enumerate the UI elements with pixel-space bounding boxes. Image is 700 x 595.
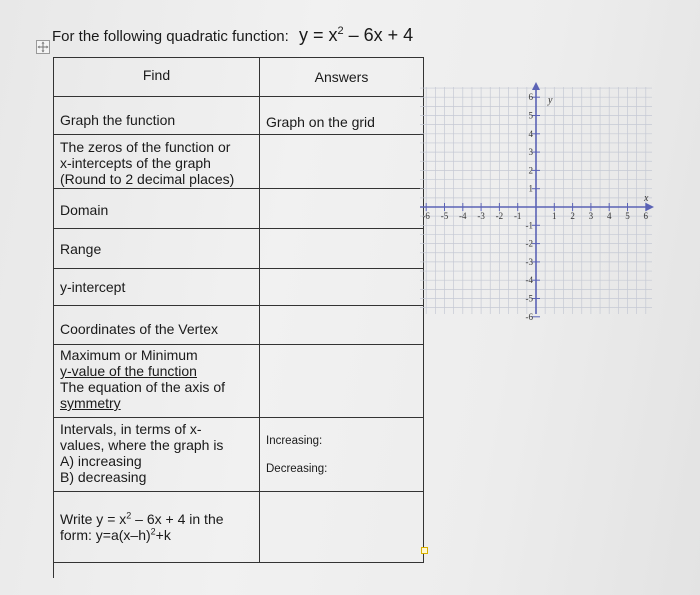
x-axis-label: x xyxy=(644,193,649,204)
y-tick-label: 6 xyxy=(528,92,533,103)
y-tick-label: 1 xyxy=(528,183,533,194)
row-intervals-label: Intervals, in terms of x- values, where the graph is A) increasing B) decreasing xyxy=(54,418,260,492)
title-prompt: For the following quadratic function: xyxy=(52,28,289,45)
table-move-handle-icon[interactable] xyxy=(36,40,50,54)
x-tick-label: 2 xyxy=(570,211,575,221)
y-tick-label: -4 xyxy=(525,275,533,286)
x-tick-label: -3 xyxy=(477,211,485,221)
page-title xyxy=(52,25,413,46)
y-axis-arrow xyxy=(532,82,540,90)
y-axis-label: y xyxy=(548,95,553,106)
table-row xyxy=(54,306,424,345)
title-equation: $y = x^2 - 6x + 4$ xyxy=(298,25,414,45)
decreasing-label: Decreasing: xyxy=(266,463,328,475)
header-find-cell: Find xyxy=(54,58,260,97)
table-row xyxy=(54,492,424,563)
y-tick-label: -3 xyxy=(525,256,533,267)
row-vertexform-answer[interactable] xyxy=(260,492,424,563)
table-row xyxy=(54,229,424,269)
x-tick-label: -6 xyxy=(422,211,430,221)
y-tick-label: 2 xyxy=(528,165,533,176)
x-tick-label: -2 xyxy=(495,211,504,221)
table-row xyxy=(54,345,424,418)
increasing-label: Increasing: xyxy=(266,435,323,447)
row-vertex-label: Coordinates of the Vertex xyxy=(54,306,260,345)
table-row xyxy=(54,97,424,135)
row-vertex-answer[interactable] xyxy=(260,306,424,345)
table-header-row xyxy=(54,58,424,97)
row-yint-answer[interactable] xyxy=(260,269,424,306)
row-graph-answer[interactable]: Graph on the grid xyxy=(260,97,424,135)
row-zeros-label: The zeros of the function or x-intercepts of the graph (Round to 2 decimal places) xyxy=(54,135,260,189)
table-resize-handle[interactable] xyxy=(421,547,428,554)
y-tick-label: 4 xyxy=(528,128,533,139)
table-row xyxy=(54,418,424,492)
y-tick-label: 3 xyxy=(528,147,533,158)
row-yint-label: y-intercept xyxy=(54,269,260,306)
worksheet-table xyxy=(53,57,424,563)
y-tick-label: -2 xyxy=(525,238,533,249)
x-axis-arrow xyxy=(646,203,654,211)
x-tick-label: -1 xyxy=(513,211,522,221)
y-tick-label: -6 xyxy=(525,311,533,322)
table-row xyxy=(54,135,424,189)
y-tick-label: -1 xyxy=(525,220,533,231)
row-range-answer[interactable] xyxy=(260,229,424,269)
x-tick-label: 3 xyxy=(588,211,594,221)
table-edge-mark xyxy=(53,548,54,578)
x-tick-label: -5 xyxy=(440,211,449,221)
row-intervals-answer[interactable] xyxy=(260,418,424,492)
y-tick-label: -5 xyxy=(525,293,533,304)
x-tick-label: -4 xyxy=(459,211,467,221)
x-tick-label: 6 xyxy=(643,211,649,221)
row-maxmin-answer[interactable] xyxy=(260,345,424,418)
row-vertexform-label: Write $y = x^2 - 6x + 4$ in the form: $y=a(x-h)^2+k$ xyxy=(54,492,260,563)
row-domain-label: Domain xyxy=(54,189,260,229)
row-graph-label: Graph the function xyxy=(54,97,260,135)
x-tick-label: 5 xyxy=(625,211,630,221)
y-tick-label: 5 xyxy=(528,110,533,121)
table-row xyxy=(54,189,424,229)
row-domain-answer[interactable] xyxy=(260,189,424,229)
row-range-label: Range xyxy=(54,229,260,269)
row-zeros-answer[interactable] xyxy=(260,135,424,189)
coordinate-grid-svg[interactable] xyxy=(418,82,654,322)
coordinate-grid[interactable] xyxy=(418,82,654,321)
table-row xyxy=(54,269,424,306)
x-tick-label: 4 xyxy=(606,211,612,221)
x-tick-label: 1 xyxy=(552,211,557,221)
header-answers-cell: Answers xyxy=(260,58,424,97)
row-maxmin-label: Maximum or Minimum y-value of the function The equation of the axis of symmetry xyxy=(54,345,260,418)
